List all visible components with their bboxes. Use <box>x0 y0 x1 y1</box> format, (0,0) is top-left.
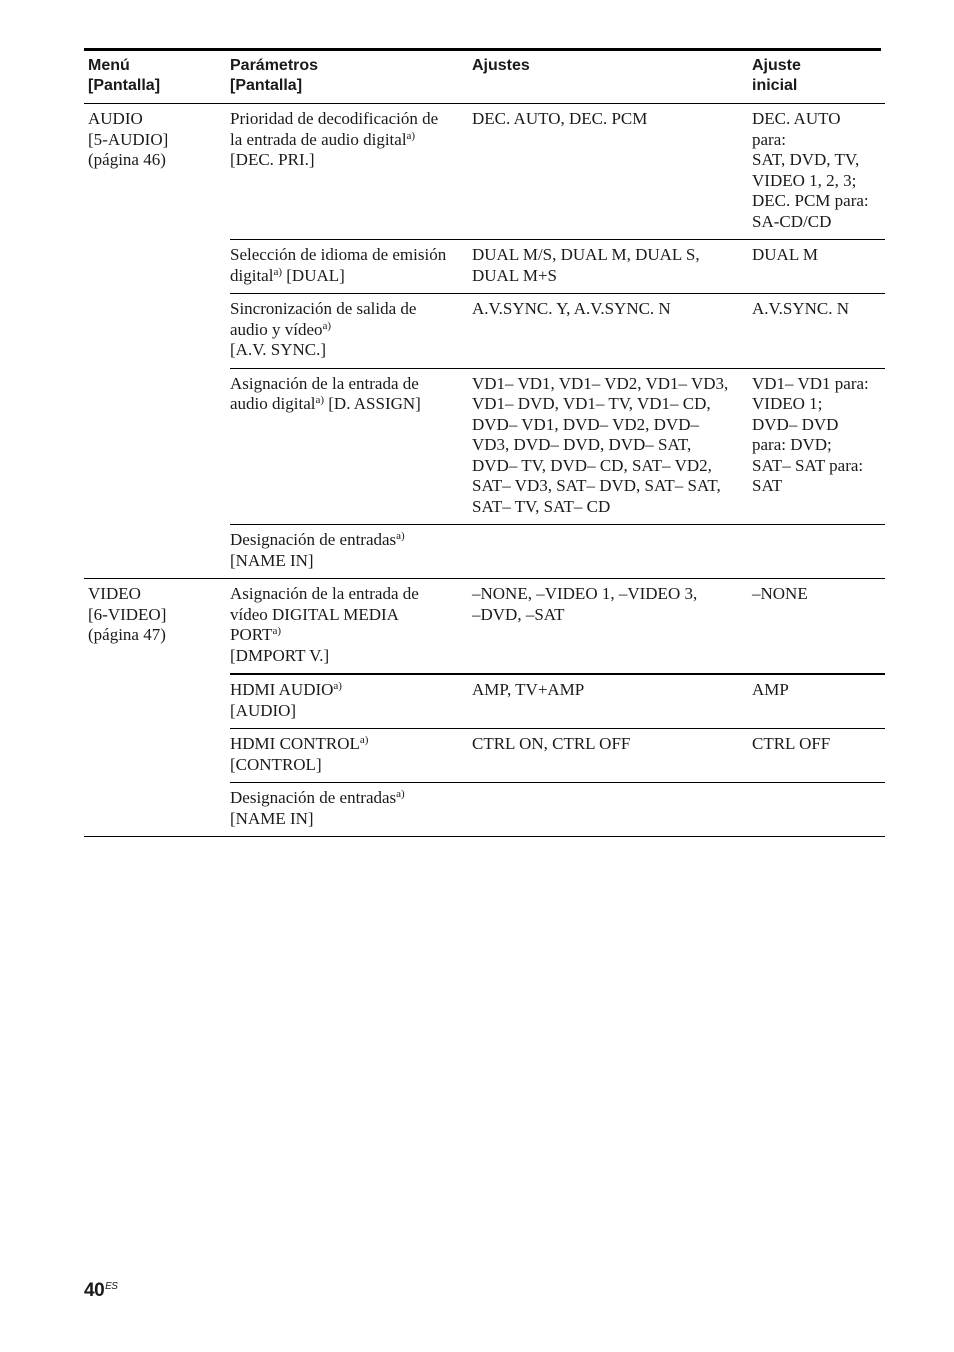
settings-cell: –NONE, –VIDEO 1, –VIDEO 3, –DVD, –SAT <box>472 579 752 675</box>
header-menu: Menú [Pantalla] <box>84 51 230 104</box>
param-text: HDMI AUDIO <box>230 680 334 699</box>
param-cell <box>230 783 472 837</box>
param-cell <box>230 294 472 369</box>
initial-cell <box>752 783 885 837</box>
settings-cell: CTRL ON, CTRL OFF <box>472 729 752 783</box>
settings-cell: DEC. AUTO, DEC. PCM <box>472 104 752 240</box>
param-code: [CONTROL] <box>230 754 322 774</box>
settings-cell <box>472 783 752 837</box>
param-cell <box>230 240 472 294</box>
initial-cell: DEC. AUTO para: SAT, DVD, TV, VIDEO 1, 2, 3; DEC. PCM para: SA-CD/CD <box>752 104 885 240</box>
param-code: [NAME IN] <box>230 808 314 828</box>
param-code: [DMPORT V.] <box>230 645 330 665</box>
footnote-marker: a) <box>396 787 405 800</box>
initial-cell: A.V.SYNC. N <box>752 294 885 369</box>
menu-cell-audio: AUDIO [5-AUDIO] (página 46) <box>84 104 230 579</box>
param-cell <box>230 579 472 675</box>
param-text: Designación de entradas <box>230 530 397 549</box>
param-text: HDMI CONTROL <box>230 734 360 753</box>
menu-cell-video: VIDEO [6-VIDEO] (página 47) <box>84 579 230 837</box>
page-number-value: 40 <box>84 1280 105 1301</box>
param-text: Asignación de la entrada de vídeo DIGITAL MEDIA PORT <box>230 584 419 644</box>
page-language-suffix: ES <box>105 1281 118 1292</box>
footnote-marker: a) <box>322 319 332 332</box>
initial-cell: –NONE <box>752 579 885 675</box>
param-text: Selección de idioma de emisión digital <box>230 245 447 285</box>
page-number <box>84 1280 117 1302</box>
initial-cell: CTRL OFF <box>752 729 885 783</box>
settings-cell: A.V.SYNC. Y, A.V.SYNC. N <box>472 294 752 369</box>
param-code: [DUAL] <box>282 265 345 285</box>
footnote-marker: a) <box>272 624 281 637</box>
param-text: Sincronización de salida de audio y vídeo <box>230 299 417 339</box>
param-cell <box>230 525 472 579</box>
footnote-marker: a) <box>273 265 282 278</box>
initial-cell <box>752 525 885 579</box>
header-initial-setting: Ajuste inicial <box>752 51 885 104</box>
param-cell <box>230 729 472 783</box>
settings-cell <box>472 525 752 579</box>
table-row <box>84 579 885 675</box>
footnote-marker: a) <box>315 393 325 406</box>
footnote-marker: a) <box>359 733 369 746</box>
settings-cell: VD1– VD1, VD1– VD2, VD1– VD3, VD1– DVD, VD1– TV, VD1– CD, DVD– VD1, DVD– VD2, DVD– VD3, DVD– DVD, DVD– SAT, DVD– TV, DVD– CD, SAT– VD2, SAT– VD3, SAT– DVD, SAT– SAT, SAT– TV, SAT– CD <box>472 368 752 525</box>
settings-cell: AMP, TV+AMP <box>472 674 752 729</box>
param-cell <box>230 674 472 729</box>
table-row <box>84 104 885 240</box>
initial-cell: DUAL M <box>752 240 885 294</box>
settings-table <box>84 51 885 837</box>
param-code: [A.V. SYNC.] <box>230 340 327 359</box>
table-header-row <box>84 51 885 104</box>
header-parameters: Parámetros [Pantalla] <box>230 51 472 104</box>
initial-cell: AMP <box>752 674 885 729</box>
param-code: [NAME IN] <box>230 550 314 570</box>
footnote-marker: a) <box>333 679 342 692</box>
param-cell <box>230 104 472 240</box>
param-code: [D. ASSIGN] <box>324 394 421 413</box>
header-settings: Ajustes <box>472 51 752 104</box>
settings-cell: DUAL M/S, DUAL M, DUAL S, DUAL M+S <box>472 240 752 294</box>
param-text: Asignación de la entrada de audio digital <box>230 373 419 413</box>
footnote-marker: a) <box>396 529 405 542</box>
param-text: Prioridad de decodificación de la entrada de audio digital <box>230 109 439 149</box>
footnote-marker: a) <box>406 129 416 142</box>
param-code: [DEC. PRI.] <box>230 150 315 169</box>
initial-cell: VD1– VD1 para: VIDEO 1; DVD– DVD para: DVD; SAT– SAT para: SAT <box>752 368 885 525</box>
param-code: [AUDIO] <box>230 700 297 720</box>
param-text: Designación de entradas <box>230 788 397 807</box>
param-cell <box>230 368 472 525</box>
